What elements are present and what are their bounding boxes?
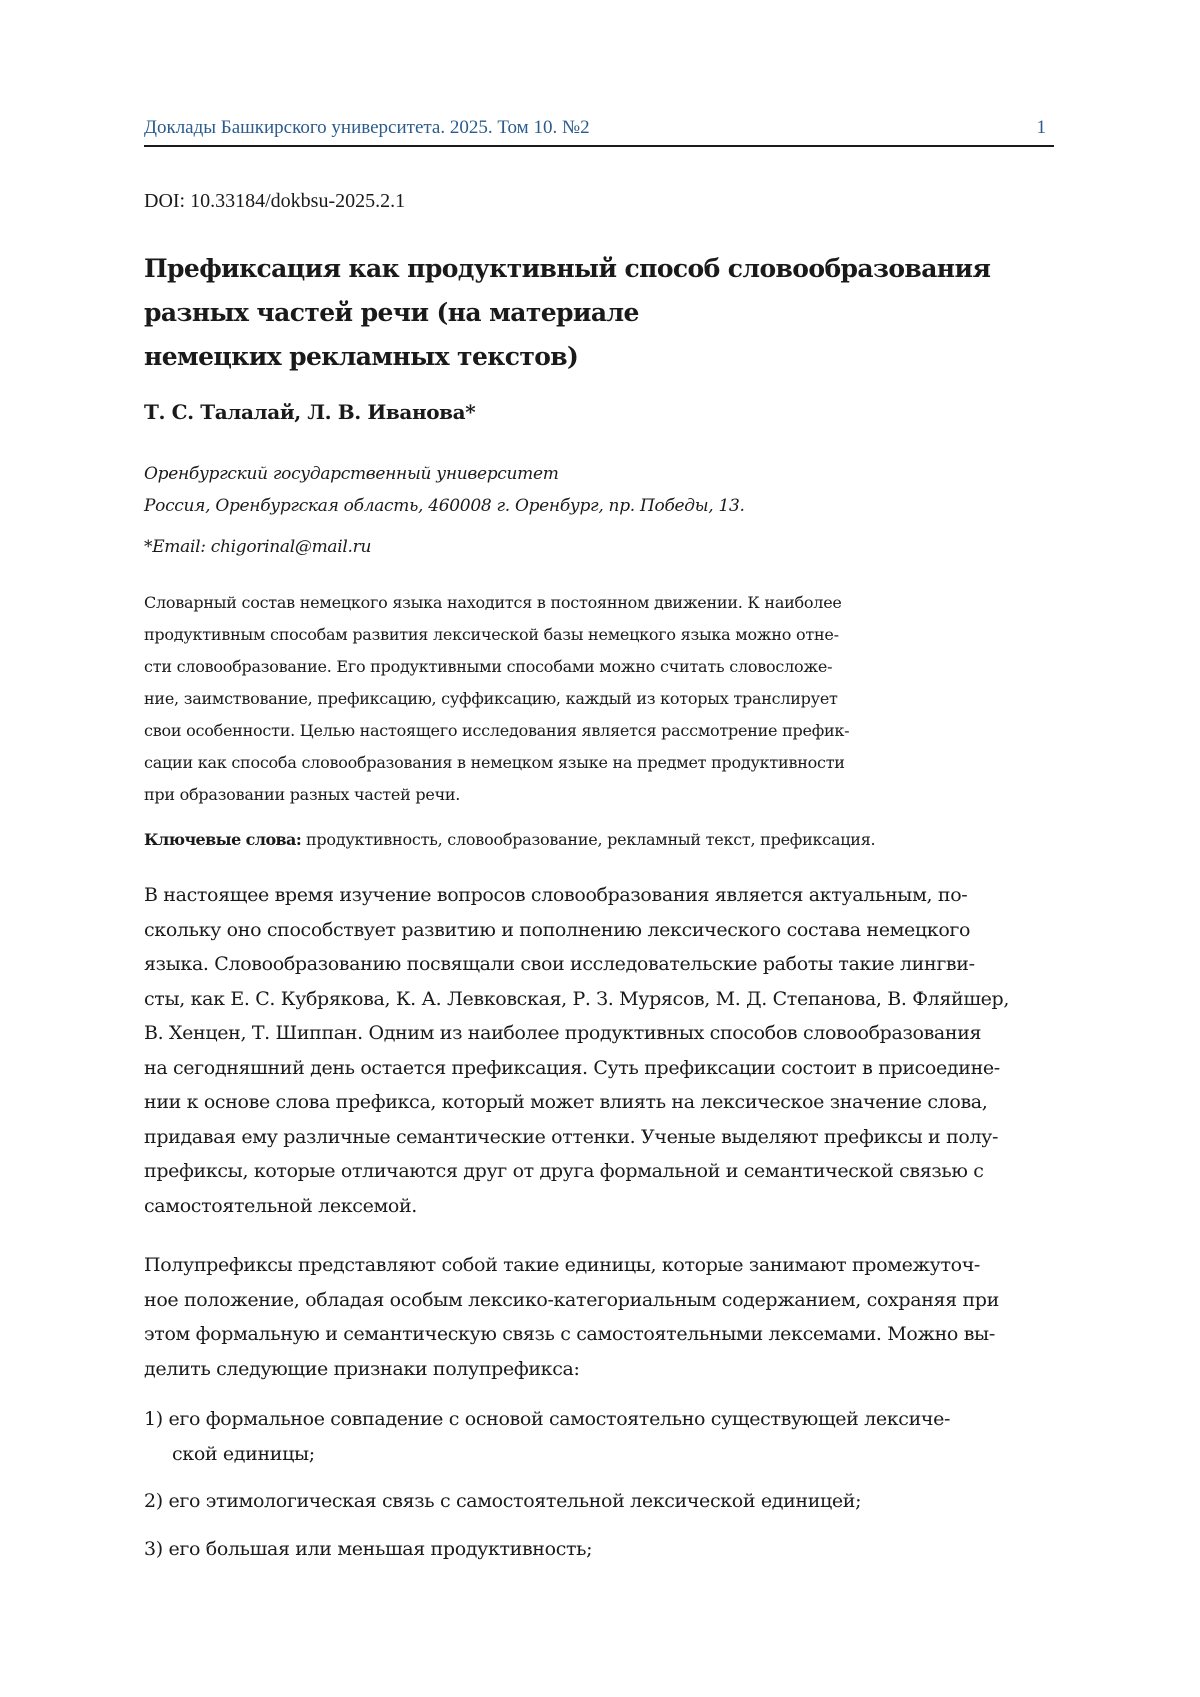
keywords-label: Ключевые слова: xyxy=(144,830,301,849)
list-item-line: 2) его этимологическая связь с самостоятельной лексической единицей; xyxy=(144,1484,1054,1519)
affiliation-address: Россия, Оренбургская область, 460008 г. Оренбург, пр. Победы, 13. xyxy=(144,490,745,522)
abstract-line: свои особенности. Целью настоящего исследования является рассмотрение префик- xyxy=(144,715,964,747)
abstract-line: сации как способа словообразования в немецком языке на предмет продуктивности xyxy=(144,747,964,779)
keywords xyxy=(144,830,875,849)
affiliation xyxy=(144,458,745,522)
list-item xyxy=(144,1484,1054,1519)
paragraph-line: префиксы, которые отличаются друг от друга формальной и семантической связью с xyxy=(144,1154,1054,1189)
paragraph-line: языка. Словообразованию посвящали свои исследовательские работы такие лингви- xyxy=(144,947,1054,982)
abstract-line: Словарный состав немецкого языка находится в постоянном движении. К наиболее xyxy=(144,587,964,619)
paragraph-line: на сегодняшний день остается префиксация. Суть префиксации состоит в присоедине- xyxy=(144,1051,1054,1086)
list-item xyxy=(144,1532,1054,1567)
abstract-line: при образовании разных частей речи. xyxy=(144,779,964,811)
list-item-line: ской единицы; xyxy=(144,1437,1054,1472)
paragraph-line: скольку оно способствует развитию и пополнению лексического состава немецкого xyxy=(144,913,1054,948)
paragraph-line: В. Хенцен, Т. Шиппан. Одним из наиболее продуктивных способов словообразования xyxy=(144,1016,1054,1051)
paragraph-line: делить следующие признаки полупрефикса: xyxy=(144,1352,1054,1387)
title-line: немецких рекламных текстов) xyxy=(144,335,964,379)
author-email: *Email: chigorinal@mail.ru xyxy=(144,537,371,557)
paragraph-line: сты, как Е. С. Кубрякова, К. А. Левковская, Р. З. Мурясов, М. Д. Степанова, В. Фляйшер, xyxy=(144,982,1054,1017)
paragraph-line: ное положение, обладая особым лексико-категориальным содержанием, сохраняя при xyxy=(144,1283,1054,1318)
abstract-line: продуктивным способам развития лексической базы немецкого языка можно отне- xyxy=(144,619,964,651)
doi: DOI: 10.33184/dokbsu-2025.2.1 xyxy=(144,190,405,213)
article-title xyxy=(144,247,964,379)
title-line: Префиксация как продуктивный способ словообразования xyxy=(144,247,964,291)
list-item xyxy=(144,1402,1054,1471)
keywords-text: продуктивность, словообразование, рекламный текст, префиксация. xyxy=(301,830,875,849)
running-header xyxy=(144,115,1054,147)
abstract-line: ние, заимствование, префиксацию, суффиксацию, каждый из которых транслирует xyxy=(144,683,964,715)
list-item-line: 1) его формальное совпадение с основой самостоятельно существующей лексиче- xyxy=(144,1402,1054,1437)
body-paragraph-1 xyxy=(144,878,1054,1223)
body-paragraph-2 xyxy=(144,1248,1054,1386)
list-item-line: 3) его большая или меньшая продуктивность; xyxy=(144,1532,1054,1567)
paragraph-line: самостоятельной лексемой. xyxy=(144,1189,1054,1224)
journal-title: Доклады Башкирского университета. 2025. Том 10. №2 xyxy=(144,117,590,139)
paragraph-line: нии к основе слова префикса, который может влиять на лексическое значение слова, xyxy=(144,1085,1054,1120)
abstract xyxy=(144,587,964,811)
title-line: разных частей речи (на материале xyxy=(144,291,964,335)
paragraph-line: В настоящее время изучение вопросов словообразования является актуальным, по- xyxy=(144,878,1054,913)
authors: Т. С. Талалай, Л. В. Иванова* xyxy=(144,400,475,424)
paragraph-line: придавая ему различные семантические оттенки. Ученые выделяют префиксы и полу- xyxy=(144,1120,1054,1155)
paragraph-line: Полупрефиксы представляют собой такие единицы, которые занимают промежуточ- xyxy=(144,1248,1054,1283)
page-number: 1 xyxy=(1037,117,1047,139)
paragraph-line: этом формальную и семантическую связь с самостоятельными лексемами. Можно вы- xyxy=(144,1317,1054,1352)
abstract-line: сти словообразование. Его продуктивными способами можно считать словосложе- xyxy=(144,651,964,683)
affiliation-institution: Оренбургский государственный университет xyxy=(144,458,745,490)
